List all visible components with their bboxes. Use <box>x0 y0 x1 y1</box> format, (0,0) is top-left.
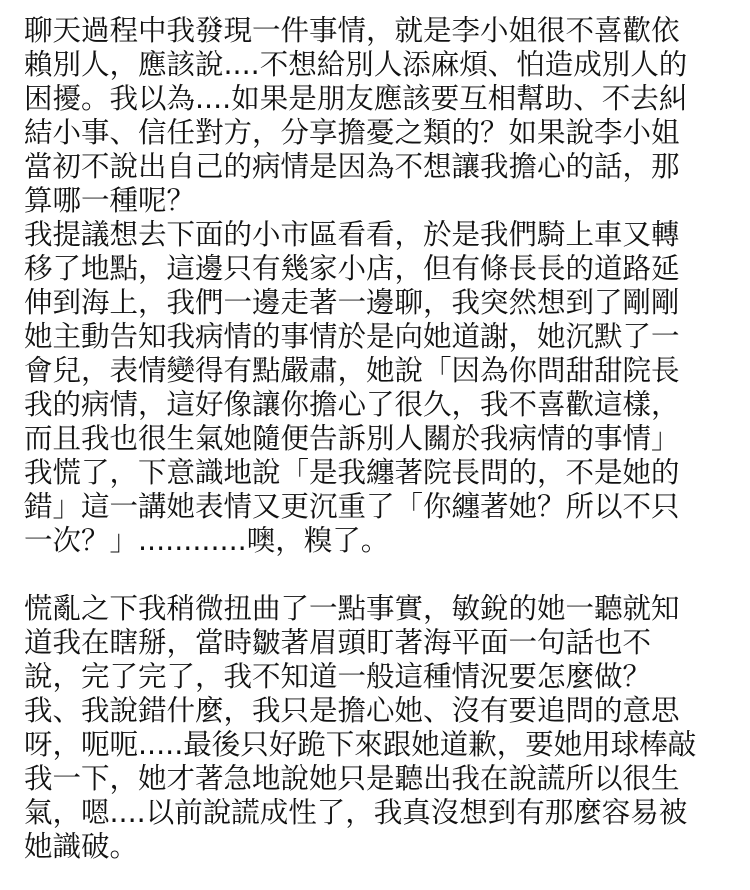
text-line: 算哪一種呢？ <box>24 184 196 217</box>
text-line: 賴別人，應該說....不想給別人添麻煩、怕造成別人的 <box>24 48 688 81</box>
text-line: 道我在瞎掰，當時皺著眉頭盯著海平面一句話也不 <box>24 626 652 659</box>
text-line: 說，完了完了，我不知道一般這種情況要怎麼做？ <box>24 660 652 693</box>
text-line: 慌亂之下我稍微扭曲了一點事實，敏銳的她一聽就知 <box>24 592 680 625</box>
text-line: 我的病情，這好像讓你擔心了很久，我不喜歡這樣， <box>24 388 680 421</box>
text-line: 我、我說錯什麼，我只是擔心她、沒有要追問的意思 <box>24 694 680 727</box>
text-line: 氣，嗯....以前說謊成性了，我真沒想到有那麼容易被 <box>24 796 688 829</box>
text-line: 聊天過程中我發現一件事情，就是李小姐很不喜歡依 <box>24 14 680 47</box>
text-line: 呀，呃呃.....最後只好跪下來跟她道歉，要她用球棒敲 <box>24 728 697 761</box>
text-line: 一次？」............噢，糗了。 <box>24 524 390 557</box>
text-line: 她識破。 <box>24 830 139 863</box>
text-line: 移了地點，這邊只有幾家小店，但有條長長的道路延 <box>24 252 680 285</box>
text-line: 我提議想去下面的小市區看看，於是我們騎上車又轉 <box>24 218 680 251</box>
text-line: 我慌了，下意識地說「是我纏著院長問的，不是她的 <box>24 456 680 489</box>
document-body <box>24 14 730 864</box>
text-line: 結小事、信任對方，分享擔憂之類的？如果說李小姐 <box>24 116 680 149</box>
paragraph-2 <box>24 218 730 558</box>
text-line: 困擾。我以為....如果是朋友應該要互相幫助、不去糾 <box>24 82 688 115</box>
paragraph-spacer <box>24 558 730 592</box>
text-line: 會兒，表情變得有點嚴肅，她說「因為你問甜甜院長 <box>24 354 680 387</box>
text-line: 當初不說出自己的病情是因為不想讓我擔心的話，那 <box>24 150 680 183</box>
paragraph-1 <box>24 14 730 218</box>
text-line: 伸到海上，我們一邊走著一邊聊，我突然想到了剛剛 <box>24 286 680 319</box>
text-line: 我一下，她才著急地說她只是聽出我在說謊所以很生 <box>24 762 680 795</box>
text-line: 錯」這一講她表情又更沉重了「你纏著她？所以不只 <box>24 490 680 523</box>
paragraph-3 <box>24 592 730 864</box>
text-line: 而且我也很生氣她隨便告訴別人關於我病情的事情」 <box>24 422 680 455</box>
text-line: 她主動告知我病情的事情於是向她道謝，她沉默了一 <box>24 320 680 353</box>
